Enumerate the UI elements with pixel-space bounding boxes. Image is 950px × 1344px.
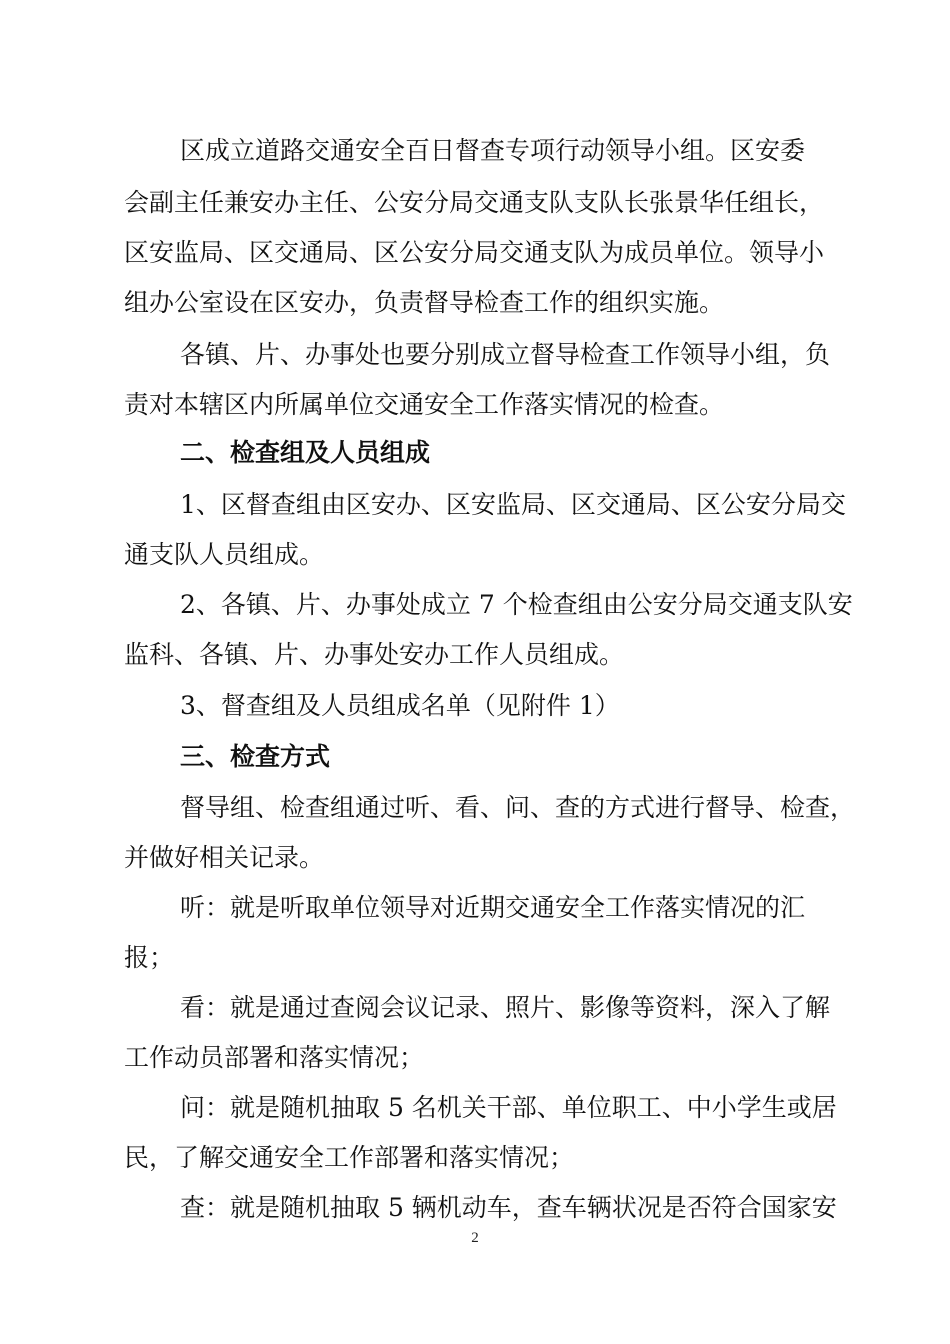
paragraph-line: 工作动员部署和落实情况； [124, 1043, 425, 1072]
paragraph-line: 听：就是听取单位领导对近期交通安全工作落实情况的汇 [180, 893, 806, 922]
paragraph-line: 1、区督查组由区安办、区安监局、区交通局、区公安分局交 [180, 490, 846, 519]
paragraph-line: 区成立道路交通安全百日督查专项行动领导小组。区安委 [180, 136, 806, 165]
paragraph-line: 查：就是随机抽取 5 辆机动车，查车辆状况是否符合国家安 [180, 1193, 837, 1222]
paragraph-line: 看：就是通过查阅会议记录、照片、影像等资料，深入了解 [180, 993, 831, 1022]
paragraph-line: 通支队人员组成。 [124, 540, 325, 569]
paragraph-line: 各镇、片、办事处也要分别成立督导检查工作领导小组，负 [180, 340, 831, 369]
paragraph-line: 并做好相关记录。 [124, 843, 325, 872]
paragraph-line: 督导组、检查组通过听、看、问、查的方式进行督导、检查， [180, 793, 856, 822]
page-number: 2 [471, 1230, 479, 1246]
section-heading: 三、检查方式 [180, 742, 331, 771]
paragraph-line: 报； [124, 943, 175, 972]
paragraph-line: 组办公室设在区安办，负责督导检查工作的组织实施。 [124, 288, 725, 317]
paragraph-line: 民，了解交通安全工作部署和落实情况； [124, 1143, 575, 1172]
section-heading: 二、检查组及人员组成 [180, 438, 431, 467]
paragraph-line: 3、督查组及人员组成名单（见附件 1） [180, 691, 620, 720]
paragraph-line: 会副主任兼安办主任、公安分局交通支队支队长张景华任组长， [124, 188, 825, 217]
paragraph-line: 2、各镇、片、办事处成立 7 个检查组由公安分局交通支队安 [180, 590, 853, 619]
paragraph-line: 责对本辖区内所属单位交通安全工作落实情况的检查。 [124, 390, 725, 419]
paragraph-line: 问：就是随机抽取 5 名机关干部、单位职工、中小学生或居 [180, 1093, 837, 1122]
paragraph-line: 区安监局、区交通局、区公安分局交通支队为成员单位。领导小 [124, 238, 825, 267]
paragraph-line: 监科、各镇、片、办事处安办工作人员组成。 [124, 640, 625, 669]
